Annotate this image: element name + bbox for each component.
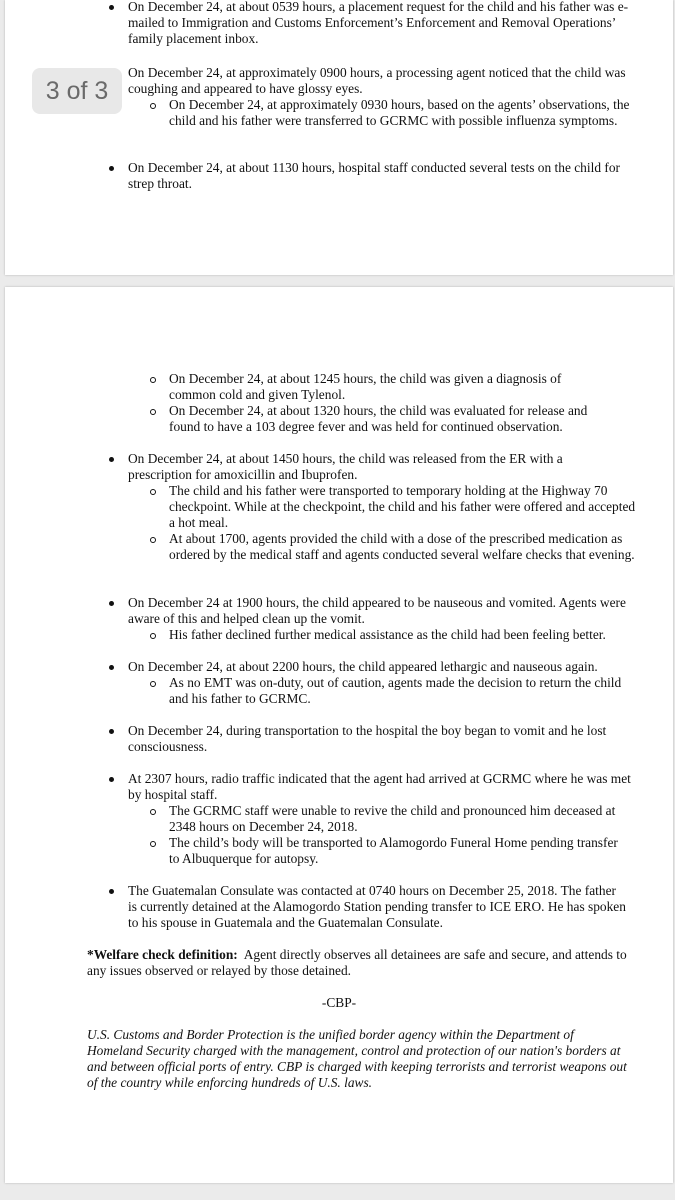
definition-label: *Welfare check definition: xyxy=(87,947,238,962)
bullet-item: On December 24, at approximately 0900 hours, a processing agent noticed that the child was coughing and appeared to have glossy eyes. xyxy=(128,65,630,97)
agency-boilerplate: U.S. Customs and Border Protection is the unified border agency within the Department of Homeland Security charged with the management, control and protection of our nation's borders at and between official ports of entry. CBP is charged with keeping terrorists and terrorist weapons out of the country while enforcing hundreds of U.S. laws. xyxy=(87,1027,627,1090)
bullet-item: On December 24, at about 1450 hours, the child was released from the ER with a prescription for amoxicillin and Ibuprofen. xyxy=(128,451,608,483)
document-page-1 xyxy=(5,0,673,275)
bullet-item: The Guatemalan Consulate was contacted at 0740 hours on December 25, 2018. The father is currently detained at the Alamogordo Station pending transfer to ICE ERO. He has spoken to his spouse in Guatemala and the Guatemalan Consulate. xyxy=(128,883,628,931)
bullet-item: On December 24, at about 0539 hours, a placement request for the child and his father was e-mailed to Immigration and Customs Enforcement’s Enforcement and Removal Operations’ family placement inbox. xyxy=(128,0,629,46)
sub-bullet-item: His father declined further medical assistance as the child had been feeling better. xyxy=(169,627,639,643)
document-page-2 xyxy=(5,287,673,1183)
sub-bullet-item: On December 24, at about 1320 hours, the child was evaluated for release and found to have a 103 degree fever and was held for continued observation. xyxy=(169,403,609,435)
bullet-item: On December 24, at about 2200 hours, the child appeared lethargic and nauseous again. xyxy=(128,659,628,675)
page-indicator-badge: 3 of 3 xyxy=(32,68,122,114)
bullet-item: On December 24, at about 1130 hours, hospital staff conducted several tests on the child for strep throat. xyxy=(128,160,630,192)
sub-bullet-item: As no EMT was on-duty, out of caution, agents made the decision to return the child and his father to GCRMC. xyxy=(169,675,624,707)
bullet-item: At 2307 hours, radio traffic indicated that the agent had arrived at GCRMC where he was met by hospital staff. xyxy=(128,771,633,803)
sub-bullet-item: On December 24, at about 1245 hours, the child was given a diagnosis of common cold and given Tylenol. xyxy=(169,371,609,403)
sub-bullet-item: On December 24, at approximately 0930 hours, based on the agents’ observations, the child and his father were transferred to GCRMC with possible influenza symptoms. xyxy=(169,97,634,129)
sub-bullet-item: The child and his father were transported to temporary holding at the Highway 70 checkpoint. While at the checkpoint, the child and his father were offered and accepted a hot meal. xyxy=(169,483,639,531)
definition-text: Agent directly observes all detainees are safe and secure, and attends to any issues observed or relayed by those detained. xyxy=(87,947,627,978)
sub-bullet-item: The child’s body will be transported to Alamogordo Funeral Home pending transfer to Albuquerque for autopsy. xyxy=(169,835,629,867)
cbp-sign-off: -CBP- xyxy=(321,995,357,1010)
bullet-item: On December 24 at 1900 hours, the child appeared to be nauseous and vomited. Agents were aware of this and helped clean up the vomit. xyxy=(128,595,628,627)
sub-bullet-item: The GCRMC staff were unable to revive the child and pronounced him deceased at 2348 hours on December 24, 2018. xyxy=(169,803,629,835)
sub-bullet-item: At about 1700, agents provided the child with a dose of the prescribed medication as ordered by the medical staff and agents conducted several welfare checks that evening. xyxy=(169,531,639,563)
bullet-item: On December 24, during transportation to the hospital the boy began to vomit and he lost consciousness. xyxy=(128,723,628,755)
welfare-check-definition xyxy=(87,947,627,979)
